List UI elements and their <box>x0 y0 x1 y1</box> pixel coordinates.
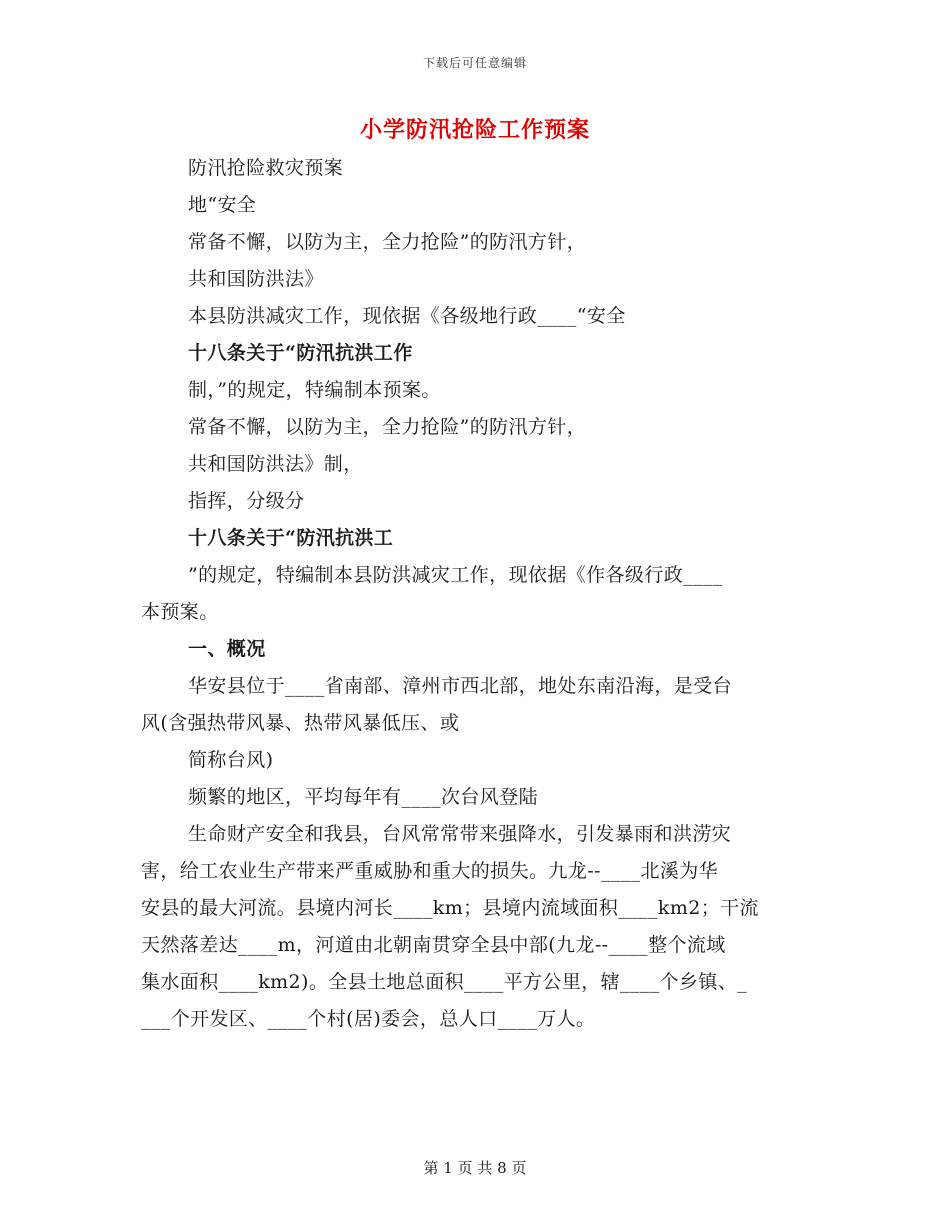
page-footer: 第 1 页 共 8 页 <box>423 1159 527 1177</box>
paragraph: 风(含强热带风暴、热带风暴低压、或 <box>141 712 460 734</box>
paragraph: 制，”的规定，特编制本预案。 <box>188 379 441 401</box>
paragraph: 害，给工农业生产带来严重威胁和重大的损失。九龙--____北溪为华 <box>141 860 719 882</box>
paragraph: 防汛抢险救灾预案 <box>188 157 344 179</box>
paragraph: 集水面积____km2)。全县土地总面积____平方公里，辖____个乡镇、_ <box>141 971 748 993</box>
paragraph: 安县的最大河流。县境内河长____km；县境内流域面积____km2；干流 <box>141 897 759 919</box>
paragraph: 华安县位于____省南部、漳州市西北部，地处东南沿海，是受台 <box>188 675 733 697</box>
paragraph: ”的规定，特编制本县防洪减灾工作，现依据《作各级行政____ <box>188 564 723 586</box>
section-heading: 一、概况 <box>188 638 266 660</box>
paragraph: 十八条关于“防汛抗洪工 <box>188 527 394 549</box>
paragraph: 生命财产安全和我县，台风常常带来强降水，引发暴雨和洪涝灾 <box>188 823 732 845</box>
paragraph: 地“安全 <box>188 194 257 216</box>
paragraph: ___个开发区、____个村(居)委会，总人口____万人。 <box>141 1008 596 1030</box>
paragraph: 常备不懈，以防为主，全力抢险”的防汛方针， <box>188 231 587 253</box>
paragraph: 本县防洪减灾工作，现依据《各级地行政____“安全 <box>188 305 626 327</box>
paragraph: 本预案。 <box>141 601 219 623</box>
paragraph: 天然落差达____m，河道由北朝南贯穿全县中部(九龙--____整个流域 <box>141 934 726 956</box>
paragraph: 频繁的地区，平均每年有____次台风登陆 <box>188 786 539 808</box>
page-header: 下载后可任意编辑 <box>422 56 527 70</box>
document-title: 小学防汛抢险工作预案 <box>359 117 590 143</box>
paragraph: 共和国防洪法》 <box>188 268 324 290</box>
paragraph: 常备不懈，以防为主，全力抢险”的防汛方针， <box>188 416 587 438</box>
paragraph: 共和国防洪法》制， <box>188 453 363 475</box>
paragraph: 指挥，分级分 <box>188 490 305 512</box>
paragraph: 简称台风) <box>188 749 274 771</box>
document-body <box>141 150 801 1038</box>
paragraph: 十八条关于“防汛抗洪工作 <box>188 342 413 364</box>
